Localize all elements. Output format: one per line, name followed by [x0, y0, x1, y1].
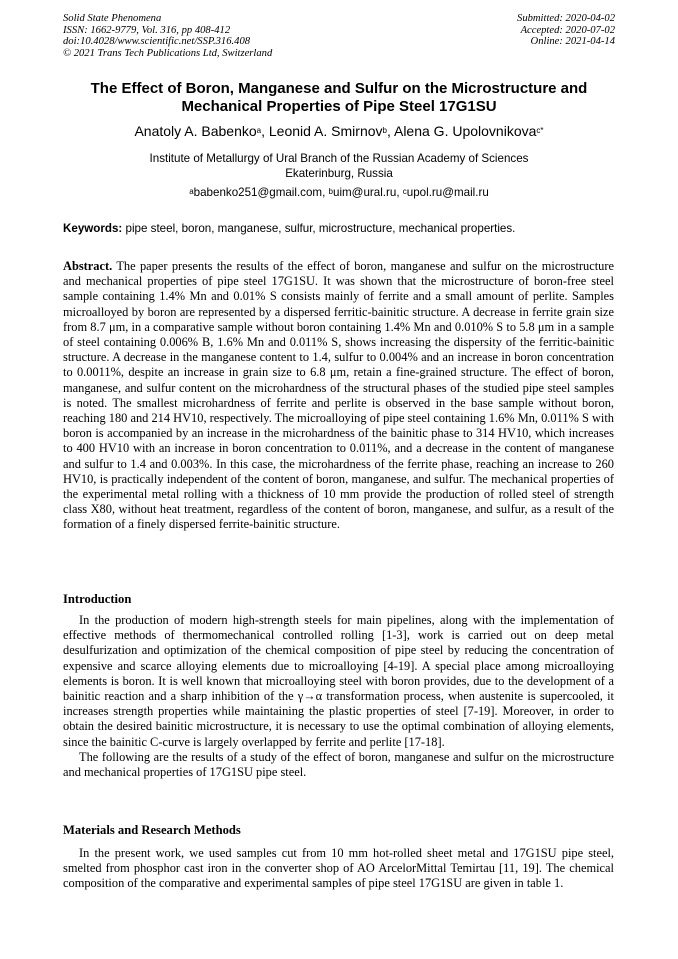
paragraph: In the production of modern high-strength steels for main pipelines, along with the implementation of effective methods of thermomechanical controlled rolling [1-3], work is carried out on deep metal desulfurization and optimization of the chemical composition of pipe steel by reducing the concentration of expensive and scarce alloying elements due to microalloying [4-19]. A special place among microalloying elements is boron. It is well known that microalloying steel with boron provides, due to the development of a bainitic reaction and a sharp inhibition of the γ→α transformation process, when austenite is supercooled, it increases strength properties while maintaining the plastic properties of steel [7-19]. Moreover, in order to obtain the desired bainitic microstructure, it is necessary to use the optimal combination of alloying elements, since the bainitic C-curve is largely overlapped by ferrite and perlite [17-18].: [63, 613, 614, 749]
copyright-line: © 2021 Trans Tech Publications Ltd, Switzerland: [63, 47, 273, 59]
dates-info: [517, 13, 615, 48]
abstract-label: Abstract.: [63, 259, 113, 273]
email-address[interactable]: babenko251@gmail.com: [193, 186, 323, 199]
author-name: Leonid A. Smirnov: [268, 123, 383, 139]
issn-line: ISSN: 1662-9779, Vol. 316, pp 408-412: [63, 24, 231, 36]
online-date: Online: 2021-04-14: [530, 36, 615, 48]
paragraph: The following are the results of a study of the effect of boron, manganese and sulfur on the microstructure and mechanical properties of 17G1SU pipe steel.: [63, 749, 614, 780]
abstract: [63, 259, 614, 533]
accepted-date: Accepted: 2020-07-02: [520, 24, 615, 36]
introduction-heading: Introduction: [63, 592, 132, 606]
journal-info: [63, 13, 272, 59]
author-sup: b: [382, 126, 387, 135]
email-sup: a: [189, 187, 194, 196]
author-sup: a: [256, 126, 262, 135]
introduction-body: [63, 613, 614, 780]
email-address[interactable]: uim@ural.ru: [333, 186, 397, 199]
affiliation: [63, 151, 615, 181]
methods-heading: Materials and Research Methods: [63, 823, 241, 837]
author-sup: c*: [536, 126, 544, 135]
journal-name: Solid State Phenomena: [63, 13, 162, 24]
email-sup: c: [402, 187, 407, 196]
methods-body: [63, 846, 614, 892]
keywords-label: Keywords:: [63, 222, 123, 235]
author-list: Anatoly A. Babenko$^a$, Leonid A. Smirnov$^b$, Alena G. Upolovnikova$^{c*}$: [134, 123, 544, 139]
keywords-text: pipe steel, boron, manganese, sulfur, microstructure, mechanical properties.: [125, 222, 516, 235]
paper-title: The Effect of Boron, Manganese and Sulfur on the Microstructure and Mechanical Properties of Pipe Steel 17G1SU: [90, 80, 588, 115]
submitted-date: Submitted: 2020-04-02: [517, 13, 615, 24]
author-name: Alena G. Upolovnikova: [393, 123, 537, 139]
abstract-text: The paper presents the results of the effect of boron, manganese and sulfur on the microstructure and mechanical properties of pipe steel 17G1SU. It was shown that the microstructure of boron-free steel sample containing 1.4% Mn and 0.01% S consists mainly of ferrite and a small amount of perlite. Samples microalloyed by boron are represented by a dispersed ferritic-bainitic structure. A decrease in ferrite grain size from 8.7 μm, in a comparative sample without boron containing 1.4% Mn and 0.010% S to 5.8 μm in a sample of steel containing 0.006% B, 1.6% Mn and 0.011% S, shows increasing the dispersity of the ferritic-bainitic structure. A decrease in the manganese content to 1.4, sulfur to 0.004% and an increase in boron concentration to 0.0011%, despite an increase in grain size to 6.8 μm, retain a fine-grained structure. The effect of boron, manganese, and sulfur content on the microhardness of the structural phases of the studied pipe steel samples is noted. The smallest microhardness of ferrite and perlite is observed in the base sample without boron, reaching 180 and 214 HV10, respectively. The microalloying of pipe steel containing 1.6% Mn, 0.011% S with boron is accompanied by an increase in the microhardness of the bainitic phase to 314 HV10, which increases to 400 HV10 with an increase in boron concentration to 0.011%, and a decrease in the content of manganese and sulfur to 1.4 and 0.003%. In this case, the microhardness of the ferrite phase, reaching an increase to 260 HV10, is practically independent of the content of boron, manganese, and sulfur. The mechanical properties of the experimental metal rolling with a thickness of 10 mm provide the production of rolled steel of strength class X80, without heat treatment, regardless of the content of boron, manganese, and sulfur, as a result of the formation of a finely dispersed ferrite-bainitic structure.: [63, 259, 614, 532]
affiliation-line: Ekaterinburg, Russia: [285, 167, 393, 180]
paragraph: In the present work, we used samples cut from 10 mm hot-rolled sheet metal and 17G1SU pipe steel, smelted from phosphor cast iron in the converter shop of AO ArcelorMittal Temirtau [11, 19]. The chemical composition of the comparative and experimental samples of pipe steel 17G1SU are given in table 1.: [63, 846, 614, 891]
keywords: [63, 222, 623, 236]
affiliation-line: Institute of Metallurgy of Ural Branch of the Russian Academy of Sciences: [149, 152, 529, 165]
author-name: Anatoly A. Babenko: [134, 123, 257, 139]
doi-line: doi:10.4028/www.scientific.net/SSP.316.408: [63, 36, 251, 48]
email-address[interactable]: upol.ru@mail.ru: [406, 186, 489, 199]
email-list: $^a$babenko251@gmail.com, $^b$uim@ural.ru, $^c$upol.ru@mail.ru: [189, 186, 489, 199]
email-sup: b: [328, 187, 333, 196]
